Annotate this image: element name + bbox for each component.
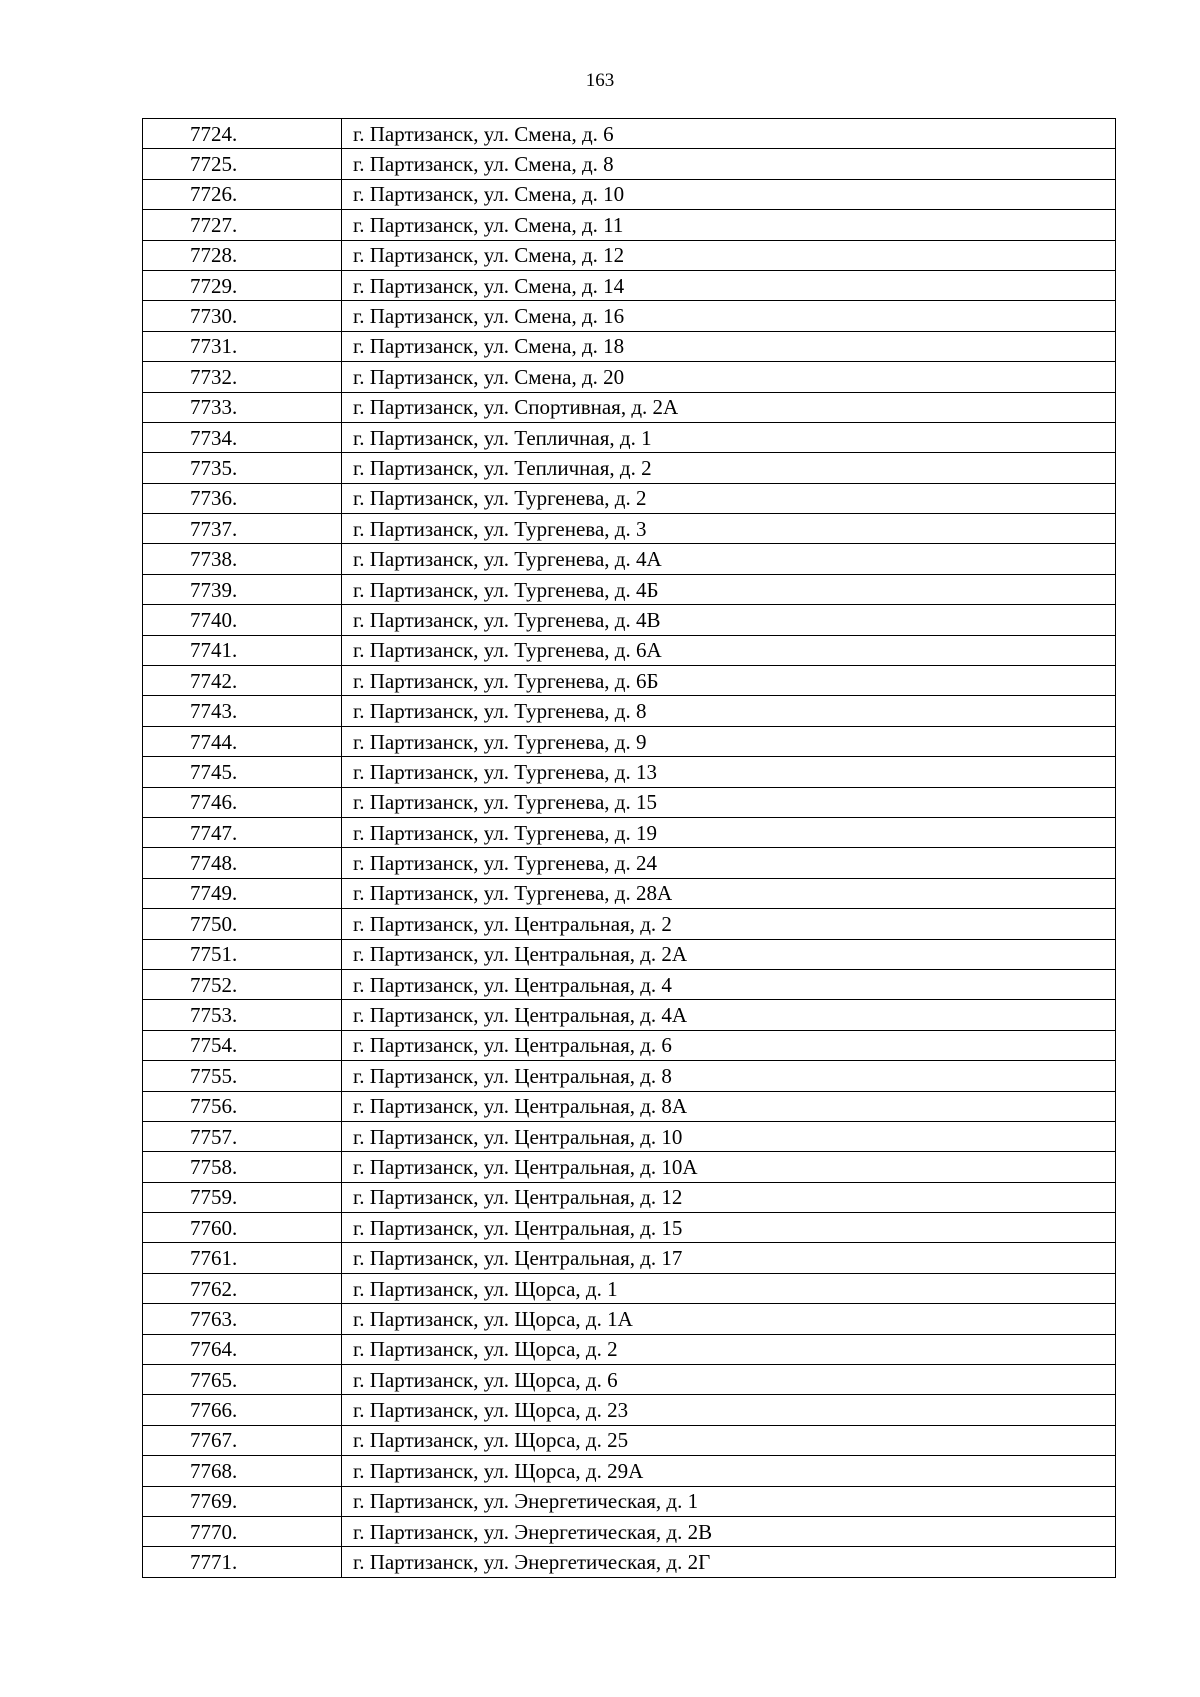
row-address: г. Партизанск, ул. Щорса, д. 6 xyxy=(342,1365,1116,1395)
table-row xyxy=(143,483,1116,513)
table-row xyxy=(143,574,1116,604)
table-row xyxy=(143,1516,1116,1546)
table-row xyxy=(143,939,1116,969)
row-address: г. Партизанск, ул. Энергетическая, д. 2В xyxy=(342,1516,1116,1546)
table-row xyxy=(143,1152,1116,1182)
row-address: г. Партизанск, ул. Тургенева, д. 24 xyxy=(342,848,1116,878)
table-row xyxy=(143,726,1116,756)
row-address: г. Партизанск, ул. Тургенева, д. 2 xyxy=(342,483,1116,513)
row-number: 7739. xyxy=(143,574,342,604)
table-row xyxy=(143,210,1116,240)
row-address: г. Партизанск, ул. Энергетическая, д. 2Г xyxy=(342,1547,1116,1577)
row-address: г. Партизанск, ул. Тепличная, д. 2 xyxy=(342,453,1116,483)
table-row xyxy=(143,1061,1116,1091)
row-number: 7766. xyxy=(143,1395,342,1425)
row-number: 7757. xyxy=(143,1121,342,1151)
row-number: 7761. xyxy=(143,1243,342,1273)
table-row xyxy=(143,757,1116,787)
row-address: г. Партизанск, ул. Смена, д. 12 xyxy=(342,240,1116,270)
row-number: 7734. xyxy=(143,422,342,452)
row-address: г. Партизанск, ул. Центральная, д. 17 xyxy=(342,1243,1116,1273)
row-address: г. Партизанск, ул. Щорса, д. 1А xyxy=(342,1304,1116,1334)
row-address: г. Партизанск, ул. Тургенева, д. 6А xyxy=(342,635,1116,665)
row-address: г. Партизанск, ул. Центральная, д. 8А xyxy=(342,1091,1116,1121)
row-number: 7729. xyxy=(143,270,342,300)
row-number: 7740. xyxy=(143,605,342,635)
row-address: г. Партизанск, ул. Центральная, д. 4А xyxy=(342,1000,1116,1030)
row-number: 7768. xyxy=(143,1456,342,1486)
row-number: 7738. xyxy=(143,544,342,574)
table-row xyxy=(143,787,1116,817)
row-number: 7725. xyxy=(143,149,342,179)
row-address: г. Партизанск, ул. Смена, д. 14 xyxy=(342,270,1116,300)
row-address: г. Партизанск, ул. Центральная, д. 10 xyxy=(342,1121,1116,1151)
row-address: г. Партизанск, ул. Центральная, д. 6 xyxy=(342,1030,1116,1060)
row-address: г. Партизанск, ул. Спортивная, д. 2А xyxy=(342,392,1116,422)
row-number: 7758. xyxy=(143,1152,342,1182)
row-number: 7741. xyxy=(143,635,342,665)
row-number: 7737. xyxy=(143,514,342,544)
table-row xyxy=(143,1273,1116,1303)
row-address: г. Партизанск, ул. Смена, д. 20 xyxy=(342,362,1116,392)
row-number: 7762. xyxy=(143,1273,342,1303)
row-address: г. Партизанск, ул. Центральная, д. 2А xyxy=(342,939,1116,969)
row-address: г. Партизанск, ул. Щорса, д. 2 xyxy=(342,1334,1116,1364)
table-row xyxy=(143,1547,1116,1577)
row-address: г. Партизанск, ул. Центральная, д. 8 xyxy=(342,1061,1116,1091)
row-number: 7731. xyxy=(143,331,342,361)
table-row xyxy=(143,848,1116,878)
table-row xyxy=(143,270,1116,300)
row-address: г. Партизанск, ул. Тургенева, д. 3 xyxy=(342,514,1116,544)
row-address: г. Партизанск, ул. Центральная, д. 4 xyxy=(342,969,1116,999)
table-row xyxy=(143,1425,1116,1455)
row-address: г. Партизанск, ул. Центральная, д. 10А xyxy=(342,1152,1116,1182)
row-address: г. Партизанск, ул. Тургенева, д. 8 xyxy=(342,696,1116,726)
table-row xyxy=(143,1000,1116,1030)
row-address: г. Партизанск, ул. Центральная, д. 2 xyxy=(342,909,1116,939)
row-number: 7749. xyxy=(143,878,342,908)
row-number: 7767. xyxy=(143,1425,342,1455)
row-number: 7746. xyxy=(143,787,342,817)
table-row xyxy=(143,817,1116,847)
table-row xyxy=(143,119,1116,149)
row-number: 7732. xyxy=(143,362,342,392)
row-address: г. Партизанск, ул. Тургенева, д. 4А xyxy=(342,544,1116,574)
row-number: 7754. xyxy=(143,1030,342,1060)
row-number: 7742. xyxy=(143,666,342,696)
row-address: г. Партизанск, ул. Энергетическая, д. 1 xyxy=(342,1486,1116,1516)
row-number: 7744. xyxy=(143,726,342,756)
row-number: 7771. xyxy=(143,1547,342,1577)
row-address: г. Партизанск, ул. Щорса, д. 25 xyxy=(342,1425,1116,1455)
row-number: 7764. xyxy=(143,1334,342,1364)
row-address: г. Партизанск, ул. Смена, д. 18 xyxy=(342,331,1116,361)
table-row xyxy=(143,301,1116,331)
row-number: 7751. xyxy=(143,939,342,969)
row-address: г. Партизанск, ул. Центральная, д. 12 xyxy=(342,1182,1116,1212)
row-address: г. Партизанск, ул. Тепличная, д. 1 xyxy=(342,422,1116,452)
table-row xyxy=(143,666,1116,696)
page-number: 163 xyxy=(585,70,615,91)
row-address: г. Партизанск, ул. Смена, д. 11 xyxy=(342,210,1116,240)
table-row xyxy=(143,392,1116,422)
table-row xyxy=(143,453,1116,483)
row-address: г. Партизанск, ул. Смена, д. 16 xyxy=(342,301,1116,331)
row-address: г. Партизанск, ул. Тургенева, д. 9 xyxy=(342,726,1116,756)
row-number: 7752. xyxy=(143,969,342,999)
table-row xyxy=(143,179,1116,209)
table-row xyxy=(143,514,1116,544)
row-address: г. Партизанск, ул. Тургенева, д. 4В xyxy=(342,605,1116,635)
table-row xyxy=(143,1334,1116,1364)
row-number: 7743. xyxy=(143,696,342,726)
row-address: г. Партизанск, ул. Щорса, д. 29А xyxy=(342,1456,1116,1486)
table-row xyxy=(143,1030,1116,1060)
row-address: г. Партизанск, ул. Смена, д. 10 xyxy=(342,179,1116,209)
row-address: г. Партизанск, ул. Тургенева, д. 19 xyxy=(342,817,1116,847)
row-number: 7726. xyxy=(143,179,342,209)
address-table-body xyxy=(143,119,1116,1578)
table-row xyxy=(143,1365,1116,1395)
row-number: 7748. xyxy=(143,848,342,878)
row-number: 7733. xyxy=(143,392,342,422)
table-row xyxy=(143,1304,1116,1334)
row-address: г. Партизанск, ул. Тургенева, д. 15 xyxy=(342,787,1116,817)
table-row xyxy=(143,1456,1116,1486)
table-row xyxy=(143,362,1116,392)
row-address: г. Партизанск, ул. Тургенева, д. 13 xyxy=(342,757,1116,787)
row-number: 7728. xyxy=(143,240,342,270)
table-row xyxy=(143,909,1116,939)
row-number: 7747. xyxy=(143,817,342,847)
row-number: 7756. xyxy=(143,1091,342,1121)
row-number: 7736. xyxy=(143,483,342,513)
table-row xyxy=(143,878,1116,908)
table-row xyxy=(143,635,1116,665)
table-row xyxy=(143,544,1116,574)
table-row xyxy=(143,1091,1116,1121)
row-address: г. Партизанск, ул. Тургенева, д. 6Б xyxy=(342,666,1116,696)
row-number: 7730. xyxy=(143,301,342,331)
table-row xyxy=(143,331,1116,361)
row-address: г. Партизанск, ул. Тургенева, д. 28А xyxy=(342,878,1116,908)
table-row xyxy=(143,1121,1116,1151)
row-number: 7735. xyxy=(143,453,342,483)
row-number: 7765. xyxy=(143,1365,342,1395)
table-row xyxy=(143,149,1116,179)
row-address: г. Партизанск, ул. Центральная, д. 15 xyxy=(342,1213,1116,1243)
table-row xyxy=(143,1486,1116,1516)
row-address: г. Партизанск, ул. Щорса, д. 1 xyxy=(342,1273,1116,1303)
row-number: 7724. xyxy=(143,119,342,149)
row-number: 7759. xyxy=(143,1182,342,1212)
table-row xyxy=(143,1182,1116,1212)
row-number: 7760. xyxy=(143,1213,342,1243)
table-row xyxy=(143,1395,1116,1425)
row-address: г. Партизанск, ул. Тургенева, д. 4Б xyxy=(342,574,1116,604)
table-row xyxy=(143,1243,1116,1273)
table-row xyxy=(143,696,1116,726)
row-number: 7755. xyxy=(143,1061,342,1091)
table-row xyxy=(143,969,1116,999)
row-number: 7770. xyxy=(143,1516,342,1546)
table-row xyxy=(143,1213,1116,1243)
table-row xyxy=(143,422,1116,452)
address-table xyxy=(142,118,1116,1578)
row-number: 7750. xyxy=(143,909,342,939)
row-address: г. Партизанск, ул. Смена, д. 6 xyxy=(342,119,1116,149)
row-address: г. Партизанск, ул. Щорса, д. 23 xyxy=(342,1395,1116,1425)
row-number: 7727. xyxy=(143,210,342,240)
table-row xyxy=(143,240,1116,270)
table-row xyxy=(143,605,1116,635)
row-number: 7745. xyxy=(143,757,342,787)
row-number: 7753. xyxy=(143,1000,342,1030)
row-address: г. Партизанск, ул. Смена, д. 8 xyxy=(342,149,1116,179)
row-number: 7769. xyxy=(143,1486,342,1516)
row-number: 7763. xyxy=(143,1304,342,1334)
